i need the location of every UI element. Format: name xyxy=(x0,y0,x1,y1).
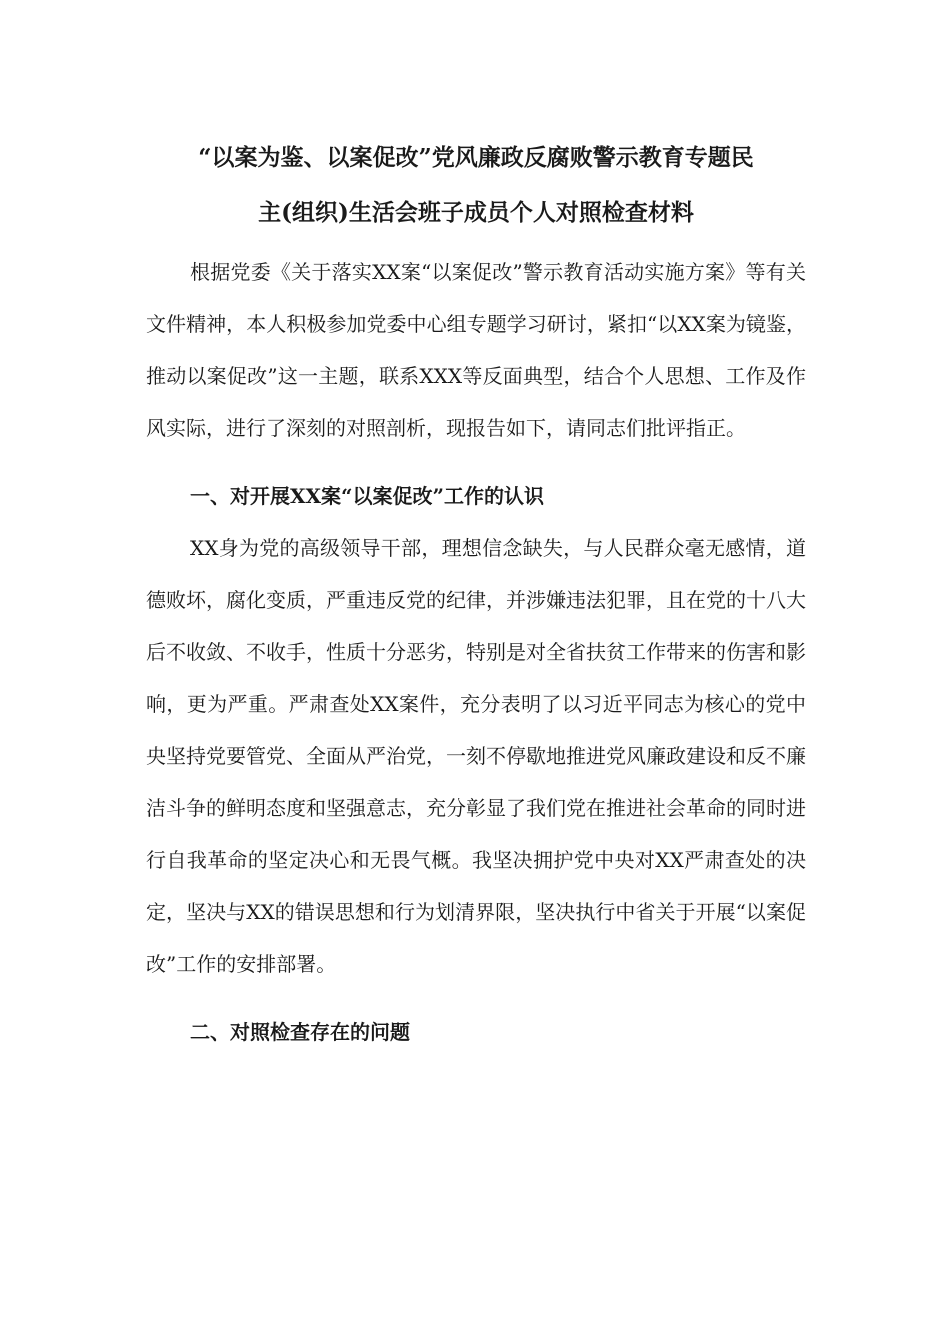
intro-paragraph: 根据党委《关于落实XX案“以案促改”警示教育活动实施方案》等有关文件精神，本人积极参加党委中心组专题学习研讨，紧扣“以XX案为镜鉴，推动以案促改”这一主题，联系XXX等反面典型，结合个人思想、工作及作风实际，进行了深刻的对照剖析，现报告如下，请同志们批评指正。 xyxy=(146,260,806,440)
document-body xyxy=(146,130,806,1058)
section-1-heading: 一、对开展XX案“以案促改”工作的认识 xyxy=(190,484,545,508)
section-2-heading: 二、对照检查存在的问题 xyxy=(190,1020,410,1044)
spacer xyxy=(146,454,806,470)
section-1-paragraph: XX身为党的高级领导干部，理想信念缺失，与人民群众毫无感情，道德败坏，腐化变质，严重违反党的纪律，并涉嫌违法犯罪，且在党的十八大后不收敛、不收手，性质十分恶劣，特别是对全省扶贫工作带来的伤害和影响，更为严重。严肃查处XX案件，充分表明了以习近平同志为核心的党中央坚持党要管党、全面从严治党，一刻不停歇地推进党风廉政建设和反不廉洁斗争的鲜明态度和坚强意志，充分彰显了我们党在推进社会革命的同时进行自我革命的坚定决心和无畏气概。我坚决拥护党中央对XX严肃查处的决定，坚决与XX的错误思想和行为划清界限，坚决执行中省关于开展“以案促改”工作的安排部署。 xyxy=(146,536,806,976)
spacer xyxy=(146,990,806,1006)
title-line-1: “以案为鉴、以案促改”党风廉政反腐败警示教育专题民 xyxy=(198,144,754,171)
title-line-2: 主(组织)生活会班子成员个人对照检查材料 xyxy=(258,199,694,226)
document-title xyxy=(146,130,806,240)
